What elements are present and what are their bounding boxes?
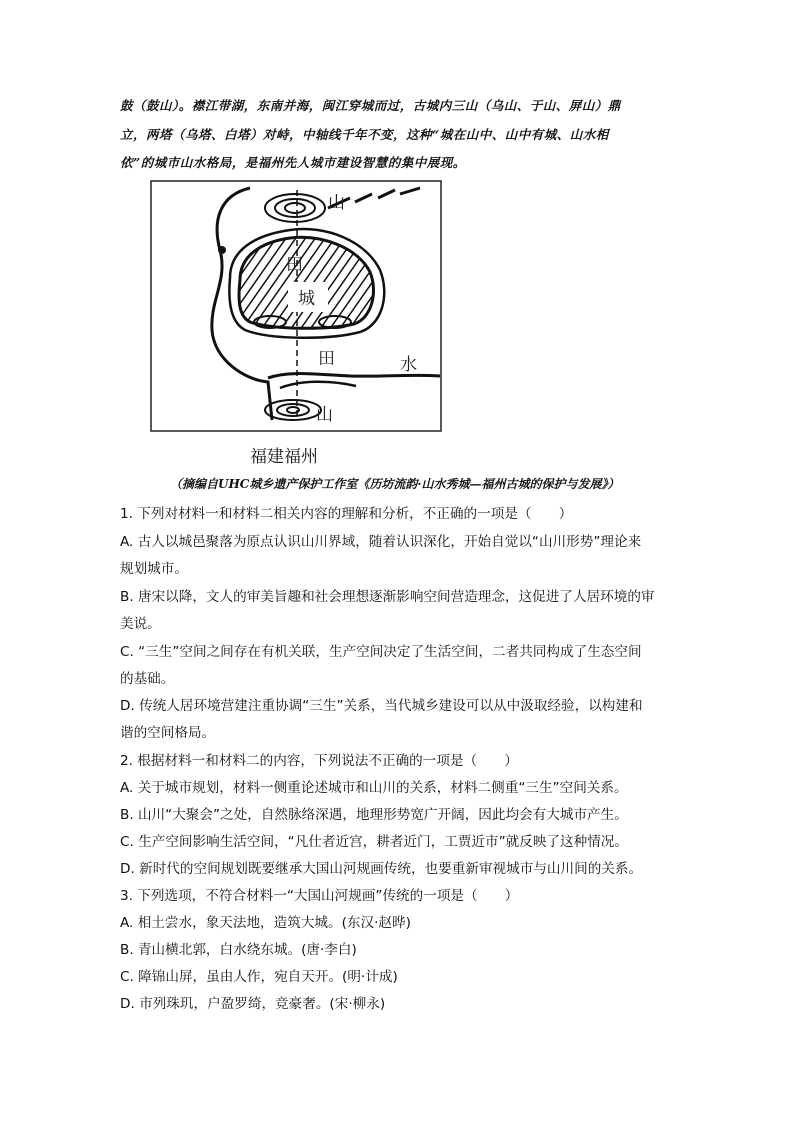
intro-line: 鼓（鼓山）。襟江带湖，东南并海，闽江穿城而过，古城内三山（乌山、于山、屏山）鼎	[120, 98, 621, 113]
q2-option-a: A. 关于城市规划，材料一侧重论述城市和山川的关系，材料二侧重“三生”空间关系。	[120, 780, 628, 796]
q3-option-c: C. 障锦山屏，虽由人作，宛自天开。(明·计成)	[120, 969, 398, 985]
q1-option-a-cont: 规划城市。	[120, 561, 188, 577]
q1-option-a: A. 古人以城邑聚落为原点认识山川界域，随着认识深化，开始自觉以“山川形势”理论来	[120, 534, 642, 550]
q3-option-a: A. 相土尝水，象天法地，造筑大城。(东汉·赵晔)	[120, 915, 411, 931]
label-field-top: 田	[286, 255, 303, 275]
label-field-bottom: 田	[318, 349, 335, 369]
intro-line: 立，两塔（乌塔、白塔）对峙，中轴线千年不变，这种“城在山中、山中有城、山水相	[120, 127, 609, 142]
question-1-stem: 1. 下列对材料一和材料二相关内容的理解和分析，不正确的一项是（ ）	[120, 506, 573, 522]
q3-option-b: B. 青山横北郭，白水绕东城。(唐·李白)	[120, 942, 357, 958]
label-water: 水	[400, 355, 417, 375]
q1-option-c-cont: 的基础。	[120, 671, 175, 687]
question-2-stem: 2. 根据材料一和材料二的内容，下列说法不正确的一项是（ ）	[120, 753, 518, 769]
q1-option-d-cont: 谐的空间格局。	[120, 725, 216, 741]
label-city: 城	[298, 289, 315, 309]
q1-option-b-cont: 美说。	[120, 616, 161, 632]
q2-option-c: C. 生产空间影响生活空间，“凡仕者近宫，耕者近门，工贾近市”就反映了这种情况。	[120, 834, 628, 850]
q1-option-b: B. 唐宋以降，文人的审美旨趣和社会理想逐渐影响空间营造理念，这促进了人居环境的审	[120, 589, 655, 605]
q2-option-d: D. 新时代的空间规划既要继承大国山河规画传统，也要重新审视城市与山川间的关系。	[120, 861, 643, 877]
label-mountain-top: 山	[328, 193, 345, 213]
bottom-mountain	[265, 400, 321, 420]
q2-option-b: B. 山川“大聚会”之处，自然脉络深遇，地理形势宽广开阔，因此均会有大城市产生。	[120, 807, 628, 823]
tower-marker	[218, 246, 226, 254]
q1-option-d: D. 传统人居环境营建注重协调“三生”关系，当代城乡建设可以从中汲取经验，以构建和	[120, 698, 643, 714]
label-mountain-bottom: 山	[316, 405, 333, 425]
q1-option-c: C. “三生”空间之间存在有机关联，生产空间决定了生活空间，二者共同构成了生态空间	[120, 644, 642, 660]
river-branch	[280, 382, 356, 388]
source-citation: （摘编自UHC城乡遗产保护工作室《历坊流韵·山水秀城—福州古城的保护与发展》）	[170, 477, 620, 491]
question-3-stem: 3. 下列选项，不符合材料一“大国山河规画”传统的一项是（ ）	[120, 888, 519, 904]
fuzhou-map	[150, 180, 442, 432]
q3-option-d: D. 市列珠玑，户盈罗绮，竞豪奢。(宋·柳永)	[120, 996, 386, 1012]
top-mountain	[265, 194, 325, 222]
fuzhou-map-figure	[150, 180, 442, 432]
figure-caption: 福建福州	[250, 447, 318, 467]
intro-line: 依”的城市山水格局，是福州先人城市建设智慧的集中展现。	[120, 155, 466, 170]
